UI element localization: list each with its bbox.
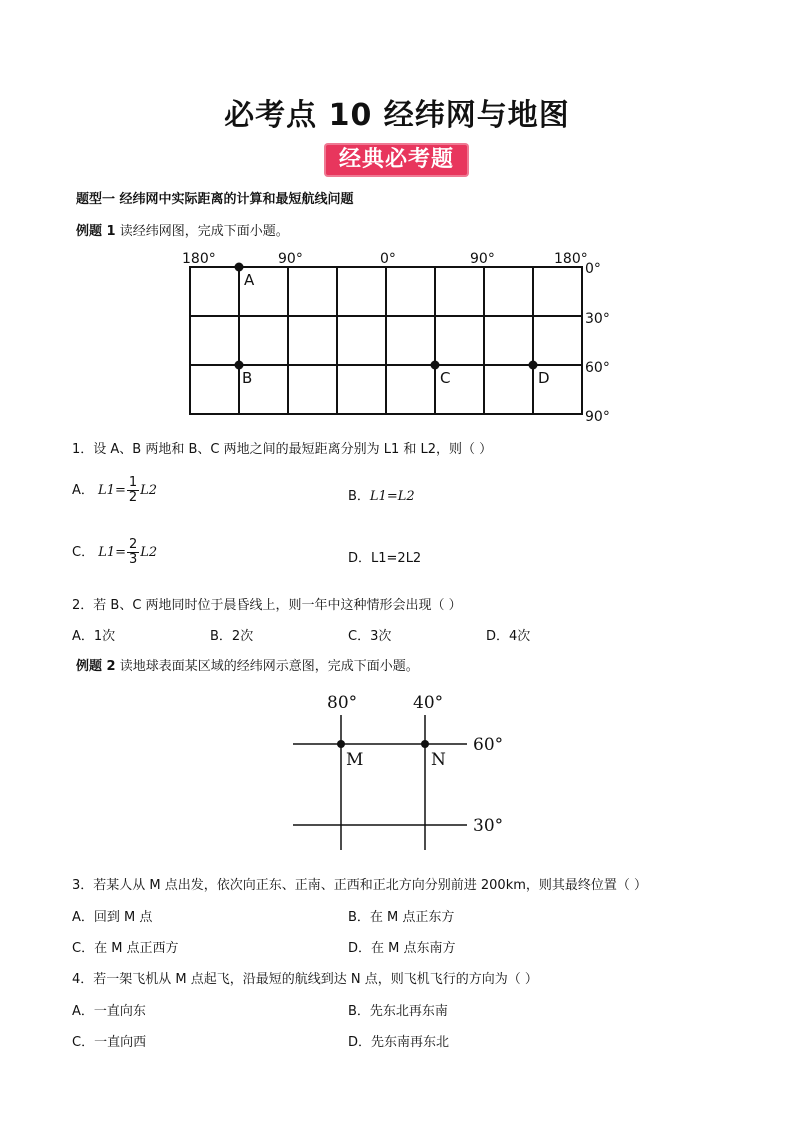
- point-c-label: C: [440, 369, 451, 387]
- option-b-text: L1=L2: [369, 489, 415, 504]
- point-c-marker: [431, 361, 440, 370]
- point-d-marker: [529, 361, 538, 370]
- figure-2-graticule: [285, 685, 525, 855]
- question-2-option-b: B．2次: [210, 629, 254, 644]
- point-d-label: D: [538, 369, 550, 387]
- question-1-option-b: [348, 485, 415, 504]
- option-c-rhs: L2: [140, 545, 158, 560]
- option-c-lhs: L1=: [98, 545, 127, 560]
- example-2: [76, 655, 419, 674]
- question-3-stem: 3．若某人从 M 点出发，依次向正东、正南、正西和正北方向分别前进 200km，则其最终位置（ ）: [72, 878, 648, 893]
- option-c-numerator: 2: [129, 537, 138, 552]
- question-4-stem: 4．若一架飞机从 M 点起飞，沿最短的航线到达 N 点，则飞机飞行的方向为（ ）: [72, 972, 538, 987]
- point-a-marker: [235, 263, 244, 272]
- lon-label-90e: 90°: [470, 251, 495, 267]
- point-a-label: A: [244, 271, 255, 289]
- example-1: [76, 220, 289, 239]
- example-1-label: 例题 1: [76, 224, 116, 239]
- option-c-fraction: [127, 538, 139, 567]
- example-2-label: 例题 2: [76, 659, 116, 674]
- question-3-option-a: A．回到 M 点: [72, 910, 153, 925]
- section-badge: 经典必考题: [324, 143, 469, 177]
- option-c-denominator: 3: [129, 552, 138, 567]
- lat-label-30: 30°: [473, 816, 504, 836]
- option-a-denominator: 2: [128, 490, 138, 505]
- question-3-option-c: C．在 M 点正西方: [72, 941, 179, 956]
- lon-label-180w: 180°: [182, 251, 216, 267]
- lat-label-60: 60°: [473, 735, 504, 755]
- figure-1-graticule: [170, 245, 620, 425]
- question-2-option-a: A．1次: [72, 629, 116, 644]
- example-1-text: 读经纬网图，完成下面小题。: [119, 224, 289, 239]
- question-2-option-d: D．4次: [486, 629, 531, 644]
- lat-label-0: 0°: [585, 261, 601, 277]
- option-a-prefix: A．: [72, 483, 94, 498]
- question-2-option-c: C．3次: [348, 629, 392, 644]
- option-a-numerator: 1: [128, 475, 138, 490]
- lon-label-180e: 180°: [554, 251, 588, 267]
- question-type-heading: 题型一 经纬网中实际距离的计算和最短航线问题: [76, 192, 354, 207]
- lat-label-30: 30°: [585, 311, 610, 327]
- question-1-option-d: [348, 547, 421, 566]
- question-4-option-d: D．先东南再东北: [348, 1035, 450, 1050]
- lon-label-90w: 90°: [278, 251, 303, 267]
- option-d-prefix: D．: [348, 551, 372, 566]
- page-title: 必考点 10 经纬网与地图: [224, 98, 570, 133]
- question-2-stem: 2．若 B、C 两地同时位于晨昏线上，则一年中这种情形会出现（ ）: [72, 598, 462, 613]
- point-m-label: M: [346, 750, 364, 770]
- example-2-text: 读地球表面某区域的经纬网示意图，完成下面小题。: [119, 659, 419, 674]
- question-1-option-c: [72, 538, 157, 567]
- question-1-stem: 1．设 A、B 两地和 B、C 两地之间的最短距离分别为 L1 和 L2，则（ ）: [72, 442, 493, 457]
- question-3-option-b: B．在 M 点正东方: [348, 910, 455, 925]
- question-3-option-d: D．在 M 点东南方: [348, 941, 456, 956]
- option-d-text: L1=2L2: [371, 551, 422, 566]
- question-4-option-b: B．先东北再东南: [348, 1004, 448, 1019]
- question-4-option-c: C．一直向西: [72, 1035, 147, 1050]
- lat-label-60: 60°: [585, 360, 610, 376]
- option-a-fraction: [127, 476, 139, 505]
- lat-label-90: 90°: [585, 409, 610, 425]
- option-a-rhs: L2: [140, 483, 158, 498]
- lon-label-0: 0°: [380, 251, 396, 267]
- lon-label-40: 40°: [413, 693, 444, 713]
- lon-label-80: 80°: [327, 693, 358, 713]
- question-1-option-a: [72, 476, 157, 505]
- option-c-prefix: C．: [72, 545, 95, 560]
- option-b-prefix: B．: [348, 489, 370, 504]
- point-b-label: B: [242, 369, 253, 387]
- point-m-marker: [337, 740, 345, 748]
- point-n-label: N: [431, 750, 446, 770]
- question-4-option-a: A．一直向东: [72, 1004, 146, 1019]
- point-n-marker: [421, 740, 429, 748]
- option-a-lhs: L1=: [98, 483, 126, 498]
